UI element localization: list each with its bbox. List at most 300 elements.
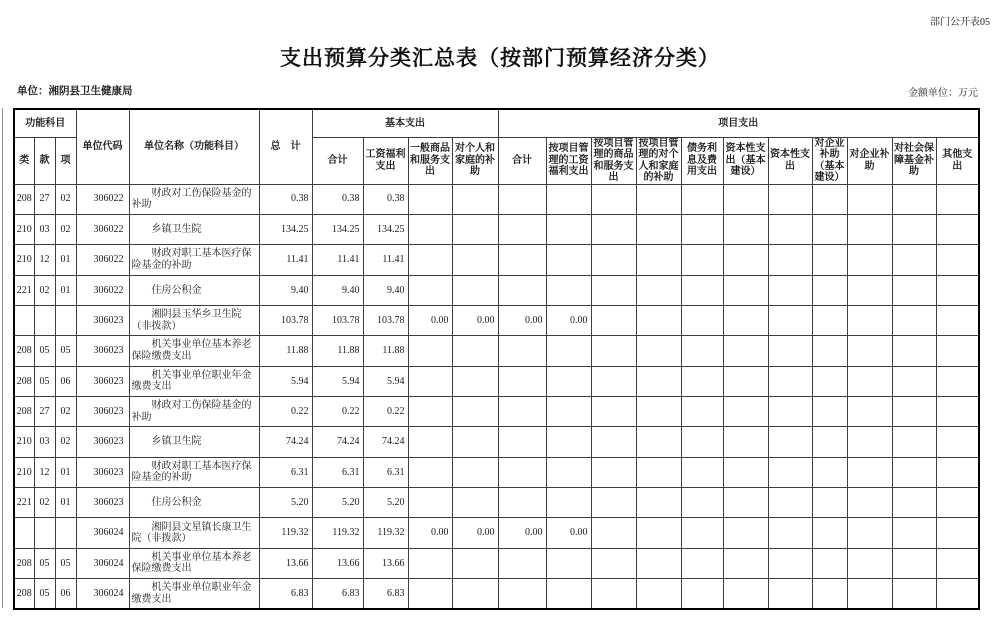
cell-basic-family-subsidy [452,488,498,518]
cell-basic-goods-services: 0.00 [408,305,452,335]
cell-basic-subtotal: 103.78 [312,305,363,335]
cell-grand-total: 5.20 [259,488,312,518]
cell-capital [768,548,812,578]
amount-unit-label: 金额单位：万元 [908,88,978,99]
cell-capital [768,366,812,396]
cell-basic-family-subsidy [452,245,498,275]
table-row [14,397,979,427]
cell-unit-name: 机关事业单位职业年金缴费支出 [129,366,259,396]
cell-project-goods-services [591,488,636,518]
cell-unit-name: 机关事业单位基本养老保险缴费支出 [129,336,259,366]
cell-social-security-subsidy [892,397,936,427]
cell-item [55,518,76,548]
cell-basic-salary: 6.83 [363,579,408,609]
cell-basic-subtotal: 0.38 [312,184,363,214]
cell-project-subtotal [498,457,546,487]
cell-item: 02 [55,184,76,214]
cell-enterprise-subsidy [847,275,892,305]
cell-class: 221 [14,488,34,518]
cell-basic-subtotal: 11.88 [312,336,363,366]
cell-project-subtotal [498,336,546,366]
cell-capital-construction [723,518,768,548]
cell-item: 01 [55,275,76,305]
cell-basic-subtotal: 6.83 [312,579,363,609]
cell-capital [768,305,812,335]
cell-project-salary [546,184,591,214]
table-row [14,579,979,609]
cell-social-security-subsidy [892,427,936,457]
cell-debt-interest [681,214,723,244]
cell-unit-name: 财政对职工基本医疗保险基金的补助 [129,457,259,487]
cell-debt-interest [681,336,723,366]
cell-project-family-subsidy [636,488,681,518]
cell-enterprise-subsidy-construction [812,488,847,518]
header-basic-goods-services: 一般商品和服务支出 [408,137,452,184]
cell-project-salary [546,548,591,578]
cell-class [14,518,34,548]
cell-project-goods-services [591,184,636,214]
cell-enterprise-subsidy-construction [812,305,847,335]
header-capital: 资本性支出 [768,137,812,184]
cell-class: 210 [14,245,34,275]
header-capital-construction: 资本性支出（基本建设） [723,137,768,184]
cell-other-expenditure [936,488,979,518]
cell-grand-total: 11.88 [259,336,312,366]
cell-basic-subtotal: 11.41 [312,245,363,275]
cell-section: 12 [34,457,55,487]
cell-class [14,305,34,335]
cell-basic-family-subsidy [452,397,498,427]
cell-social-security-subsidy [892,305,936,335]
cell-project-goods-services [591,245,636,275]
cell-basic-goods-services [408,488,452,518]
cell-basic-subtotal: 5.20 [312,488,363,518]
cell-class: 208 [14,184,34,214]
cell-social-security-subsidy [892,245,936,275]
table-header [14,109,979,184]
cell-debt-interest [681,518,723,548]
cell-capital-construction [723,214,768,244]
cell-project-goods-services [591,336,636,366]
header-other-expenditure: 其他支出 [936,137,979,184]
cell-enterprise-subsidy-construction [812,457,847,487]
cell-other-expenditure [936,214,979,244]
cell-basic-salary: 0.22 [363,397,408,427]
cell-section [34,305,55,335]
cell-basic-subtotal: 134.25 [312,214,363,244]
cell-other-expenditure [936,336,979,366]
cell-social-security-subsidy [892,336,936,366]
cell-class: 208 [14,579,34,609]
cell-project-salary: 0.00 [546,305,591,335]
cell-project-family-subsidy [636,184,681,214]
cell-unit-name: 乡镇卫生院 [129,427,259,457]
cell-capital-construction [723,366,768,396]
cell-enterprise-subsidy [847,366,892,396]
cell-section: 05 [34,336,55,366]
cell-capital [768,427,812,457]
cell-unit-code: 306022 [76,275,129,305]
cell-grand-total: 119.32 [259,518,312,548]
cell-project-salary [546,427,591,457]
cell-basic-family-subsidy [452,275,498,305]
cell-basic-subtotal: 13.66 [312,548,363,578]
header-basic-subtotal: 合计 [312,137,363,184]
cell-social-security-subsidy [892,366,936,396]
header-enterprise-subsidy-construction: 对企业补助（基本建设） [812,137,847,184]
cell-basic-salary: 5.94 [363,366,408,396]
cell-unit-code: 306022 [76,214,129,244]
cell-project-goods-services [591,457,636,487]
cell-enterprise-subsidy [847,427,892,457]
cell-grand-total: 6.83 [259,579,312,609]
cell-capital [768,518,812,548]
cell-basic-family-subsidy [452,579,498,609]
cell-project-subtotal: 0.00 [498,518,546,548]
header-project-salary: 按项目管理的工资福利支出 [546,137,591,184]
cell-item: 02 [55,214,76,244]
cell-basic-family-subsidy: 0.00 [452,305,498,335]
cell-basic-subtotal: 74.24 [312,427,363,457]
cell-debt-interest [681,245,723,275]
cell-capital-construction [723,548,768,578]
table-row [14,366,979,396]
cell-grand-total: 103.78 [259,305,312,335]
cell-enterprise-subsidy [847,397,892,427]
cell-capital-construction [723,457,768,487]
cell-enterprise-subsidy [847,488,892,518]
cell-class: 208 [14,366,34,396]
header-basic-family-subsidy: 对个人和家庭的补助 [452,137,498,184]
cell-item: 05 [55,336,76,366]
cell-item: 01 [55,488,76,518]
table-row [14,488,979,518]
cell-enterprise-subsidy-construction [812,366,847,396]
cell-other-expenditure [936,184,979,214]
cell-social-security-subsidy [892,518,936,548]
header-project-goods-services: 按项目管理的商品和服务支出 [591,137,636,184]
cell-debt-interest [681,579,723,609]
table-row [14,336,979,366]
header-project-family-subsidy: 按项目管理的对个人和家庭的补助 [636,137,681,184]
cell-basic-salary: 103.78 [363,305,408,335]
cell-capital-construction [723,397,768,427]
cell-unit-name: 财政对工伤保险基金的补助 [129,184,259,214]
cell-project-subtotal [498,579,546,609]
cell-basic-goods-services [408,366,452,396]
cell-other-expenditure [936,457,979,487]
cell-unit-code: 306024 [76,518,129,548]
cell-project-salary [546,275,591,305]
cell-project-goods-services [591,366,636,396]
cell-item [55,305,76,335]
cell-basic-goods-services: 0.00 [408,518,452,548]
cell-basic-family-subsidy [452,336,498,366]
cell-section: 12 [34,245,55,275]
cell-capital-construction [723,275,768,305]
cell-grand-total: 5.94 [259,366,312,396]
cell-grand-total: 11.41 [259,245,312,275]
cell-project-family-subsidy [636,518,681,548]
cell-social-security-subsidy [892,214,936,244]
header-basic-salary: 工资福利支出 [363,137,408,184]
table-row [14,305,979,335]
cell-enterprise-subsidy-construction [812,518,847,548]
header-unit-name: 单位名称（功能科目） [129,109,259,184]
cell-debt-interest [681,184,723,214]
cell-project-family-subsidy [636,305,681,335]
cell-grand-total: 9.40 [259,275,312,305]
cell-capital-construction [723,184,768,214]
cell-unit-code: 306023 [76,488,129,518]
cell-unit-code: 306024 [76,548,129,578]
cell-item: 01 [55,245,76,275]
header-grand-total: 总 计 [259,109,312,184]
header-basic-expenditure: 基本支出 [312,109,498,137]
cell-project-family-subsidy [636,275,681,305]
cell-enterprise-subsidy-construction [812,548,847,578]
cell-unit-name: 财政对工伤保险基金的补助 [129,397,259,427]
cell-unit-code: 306023 [76,305,129,335]
cell-item: 02 [55,397,76,427]
cell-enterprise-subsidy-construction [812,184,847,214]
header-func-subject: 功能科目 [14,109,76,137]
cell-enterprise-subsidy [847,214,892,244]
cell-capital [768,214,812,244]
cell-class: 210 [14,457,34,487]
cell-project-salary: 0.00 [546,518,591,548]
cell-project-salary [546,397,591,427]
cell-unit-name: 乡镇卫生院 [129,214,259,244]
cell-project-family-subsidy [636,214,681,244]
table-row [14,214,979,244]
cell-basic-family-subsidy [452,548,498,578]
cell-section: 02 [34,488,55,518]
cell-basic-goods-services [408,548,452,578]
header-social-security-subsidy: 对社会保障基金补助 [892,137,936,184]
cell-enterprise-subsidy [847,579,892,609]
cell-capital-construction [723,488,768,518]
cell-other-expenditure [936,548,979,578]
table-body [14,184,979,609]
cell-other-expenditure [936,275,979,305]
cell-item: 06 [55,579,76,609]
cell-project-family-subsidy [636,579,681,609]
cell-section: 27 [34,397,55,427]
cell-unit-code: 306023 [76,457,129,487]
cell-enterprise-subsidy [847,245,892,275]
budget-summary-table [13,108,980,610]
cell-section: 05 [34,366,55,396]
cell-project-subtotal: 0.00 [498,305,546,335]
cell-basic-subtotal: 9.40 [312,275,363,305]
cell-project-salary [546,214,591,244]
table-row [14,245,979,275]
cell-basic-salary: 11.41 [363,245,408,275]
cell-project-goods-services [591,275,636,305]
cell-basic-family-subsidy [452,457,498,487]
cell-basic-salary: 134.25 [363,214,408,244]
cell-enterprise-subsidy-construction [812,275,847,305]
cell-section: 03 [34,214,55,244]
cell-class: 210 [14,214,34,244]
cell-project-family-subsidy [636,245,681,275]
cell-item: 01 [55,457,76,487]
cell-section [34,518,55,548]
cell-capital [768,579,812,609]
table-row [14,275,979,305]
table-row [14,518,979,548]
cell-project-salary [546,336,591,366]
cell-grand-total: 0.22 [259,397,312,427]
cell-project-salary [546,579,591,609]
cell-class: 208 [14,548,34,578]
cell-section: 27 [34,184,55,214]
cell-debt-interest [681,427,723,457]
cell-enterprise-subsidy-construction [812,579,847,609]
cell-other-expenditure [936,579,979,609]
header-section: 款 [34,137,55,184]
cell-basic-salary: 6.31 [363,457,408,487]
cell-project-goods-services [591,518,636,548]
organization-label: 单位：湘阴县卫生健康局 [17,86,133,97]
cell-enterprise-subsidy-construction [812,427,847,457]
cell-grand-total: 134.25 [259,214,312,244]
cell-debt-interest [681,305,723,335]
cell-enterprise-subsidy [847,518,892,548]
cell-grand-total: 74.24 [259,427,312,457]
cell-project-salary [546,488,591,518]
cell-social-security-subsidy [892,548,936,578]
header-enterprise-subsidy: 对企业补助 [847,137,892,184]
header-class: 类 [14,137,34,184]
cell-basic-salary: 11.88 [363,336,408,366]
cell-project-salary [546,457,591,487]
cell-unit-name: 住房公积金 [129,488,259,518]
cell-project-subtotal [498,548,546,578]
cell-capital [768,184,812,214]
cell-unit-name: 住房公积金 [129,275,259,305]
cell-project-subtotal [498,488,546,518]
table-row [14,184,979,214]
cell-capital [768,245,812,275]
cell-social-security-subsidy [892,488,936,518]
cell-project-salary [546,245,591,275]
cell-unit-code: 306022 [76,245,129,275]
cell-basic-goods-services [408,579,452,609]
header-row-groups [14,109,979,137]
header-debt-interest: 债务利息及费用支出 [681,137,723,184]
cell-section: 05 [34,548,55,578]
cell-project-goods-services [591,579,636,609]
cell-project-family-subsidy [636,457,681,487]
cell-enterprise-subsidy-construction [812,397,847,427]
cell-basic-goods-services [408,184,452,214]
cell-unit-code: 306023 [76,336,129,366]
cell-unit-code: 306023 [76,366,129,396]
cell-unit-name: 湘阴县玉华乡卫生院（非拨款） [129,305,259,335]
cell-basic-salary: 74.24 [363,427,408,457]
cell-enterprise-subsidy [847,184,892,214]
cell-other-expenditure [936,427,979,457]
cell-basic-salary: 13.66 [363,548,408,578]
cell-capital-construction [723,305,768,335]
cell-unit-code: 306024 [76,579,129,609]
cell-other-expenditure [936,397,979,427]
cell-basic-goods-services [408,397,452,427]
cell-basic-subtotal: 0.22 [312,397,363,427]
cell-basic-goods-services [408,245,452,275]
cell-section: 02 [34,275,55,305]
cell-grand-total: 6.31 [259,457,312,487]
page-title: 支出预算分类汇总表（按部门预算经济分类） [280,46,720,70]
cell-basic-family-subsidy: 0.00 [452,518,498,548]
cell-item: 06 [55,366,76,396]
cell-enterprise-subsidy [847,336,892,366]
header-project-subtotal: 合计 [498,137,546,184]
cell-basic-goods-services [408,275,452,305]
cell-section: 03 [34,427,55,457]
cell-project-goods-services [591,305,636,335]
cell-project-subtotal [498,245,546,275]
cell-other-expenditure [936,245,979,275]
cell-project-subtotal [498,184,546,214]
cell-debt-interest [681,397,723,427]
cell-capital-construction [723,427,768,457]
cell-unit-name: 机关事业单位基本养老保险缴费支出 [129,548,259,578]
cell-debt-interest [681,488,723,518]
cell-project-subtotal [498,214,546,244]
cell-basic-family-subsidy [452,427,498,457]
cell-basic-subtotal: 5.94 [312,366,363,396]
cell-section: 05 [34,579,55,609]
cell-project-subtotal [498,427,546,457]
cell-basic-subtotal: 6.31 [312,457,363,487]
cell-capital [768,488,812,518]
cell-other-expenditure [936,366,979,396]
cell-basic-family-subsidy [452,184,498,214]
cell-basic-goods-services [408,427,452,457]
cell-basic-salary: 0.38 [363,184,408,214]
cell-item: 02 [55,427,76,457]
cell-basic-goods-services [408,214,452,244]
cell-basic-salary: 5.20 [363,488,408,518]
cell-unit-name: 湘阴县文星镇长康卫生院（非拨款） [129,518,259,548]
cell-grand-total: 0.38 [259,184,312,214]
cell-basic-family-subsidy [452,366,498,396]
cell-project-family-subsidy [636,397,681,427]
header-project-expenditure: 项目支出 [498,109,979,137]
cell-basic-family-subsidy [452,214,498,244]
cell-other-expenditure [936,518,979,548]
cell-enterprise-subsidy-construction [812,214,847,244]
cell-class: 208 [14,336,34,366]
cell-enterprise-subsidy-construction [812,245,847,275]
cell-basic-salary: 119.32 [363,518,408,548]
cell-capital [768,336,812,366]
cell-project-subtotal [498,397,546,427]
cell-project-goods-services [591,214,636,244]
cell-debt-interest [681,548,723,578]
header-item: 项 [55,137,76,184]
cell-enterprise-subsidy [847,305,892,335]
cell-basic-subtotal: 119.32 [312,518,363,548]
sheet-number-label: 部门公开表05 [930,17,990,28]
cell-enterprise-subsidy-construction [812,336,847,366]
cell-item: 05 [55,548,76,578]
cell-project-goods-services [591,427,636,457]
cell-debt-interest [681,275,723,305]
